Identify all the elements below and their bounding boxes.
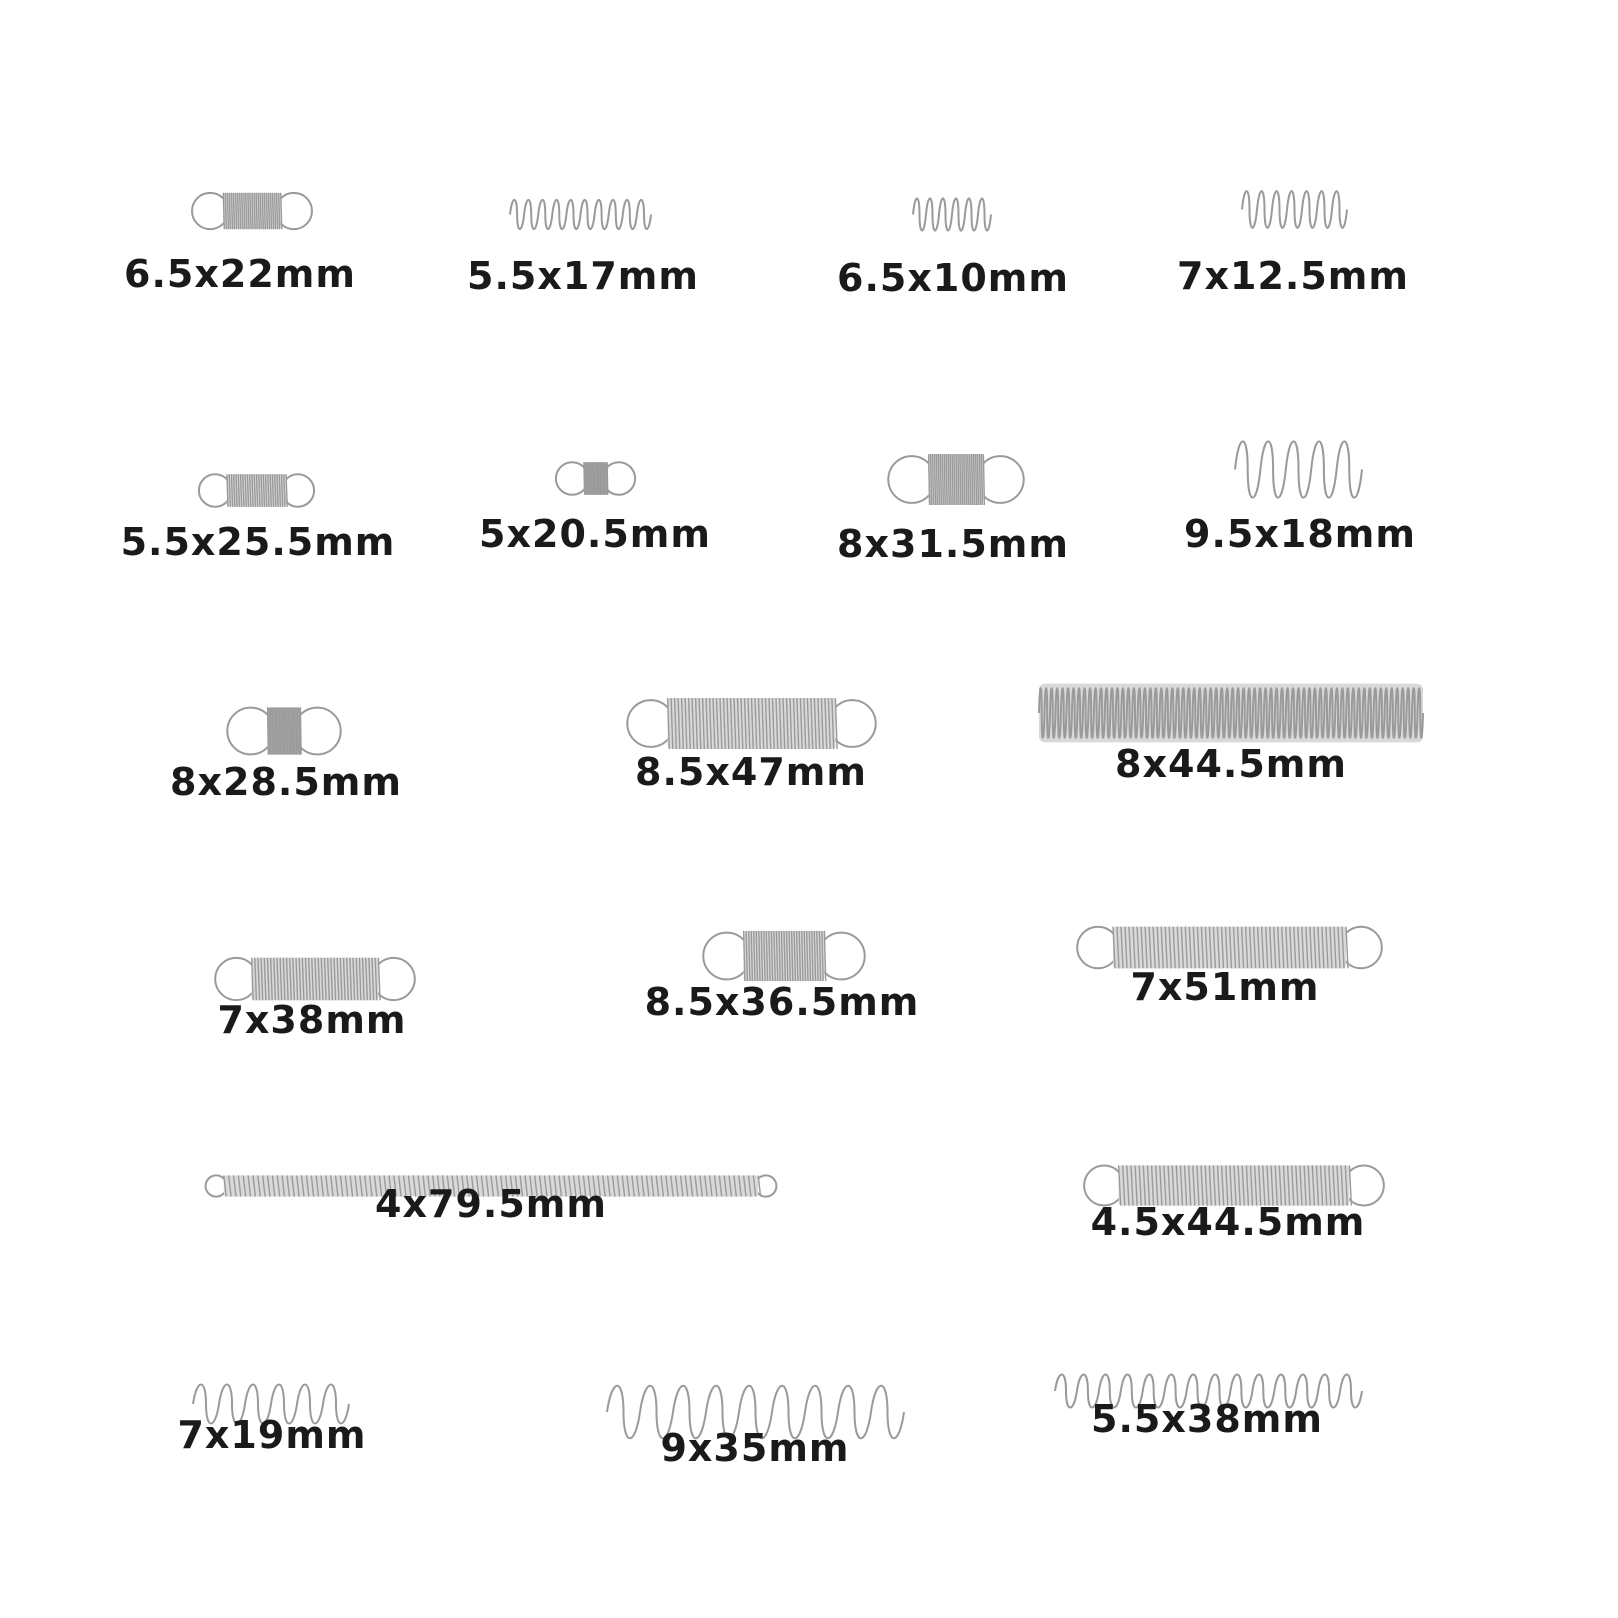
spring-size-label: 9x35mm [660, 1426, 850, 1470]
spring-image [508, 193, 653, 236]
spring-size-label: 6.5x10mm [837, 256, 1069, 300]
spring-size-label: 7x19mm [177, 1413, 367, 1457]
spring-size-label: 6.5x22mm [124, 252, 356, 296]
spring-image [555, 457, 636, 500]
spring-size-label: 8x28.5mm [170, 760, 402, 804]
spring-size-label: 5x20.5mm [479, 512, 711, 556]
spring-size-label: 4x79.5mm [375, 1182, 607, 1226]
spring-image [1037, 678, 1425, 748]
spring-size-label: 7x51mm [1130, 965, 1320, 1009]
spring-image [226, 700, 342, 762]
spring-size-label: 9.5x18mm [1184, 512, 1416, 556]
spring-image [887, 446, 1025, 513]
spring-size-label: 7x38mm [217, 998, 407, 1042]
spring-image [911, 191, 993, 238]
spring-size-label: 5.5x38mm [1091, 1397, 1323, 1441]
spring-size-label: 4.5x44.5mm [1090, 1200, 1366, 1244]
spring-size-label: 5.5x17mm [467, 254, 699, 298]
spring-size-label: 8x31.5mm [837, 522, 1069, 566]
spring-image [626, 690, 877, 757]
spring-size-label: 5.5x25.5mm [120, 520, 396, 564]
spring-image [191, 187, 313, 235]
spring-size-label: 8x44.5mm [1115, 742, 1347, 786]
spring-image [1240, 183, 1349, 236]
spring-image [1233, 430, 1364, 509]
spring-size-label: 7x12.5mm [1177, 254, 1409, 298]
spring-image [198, 469, 315, 512]
spring-size-label: 8.5x47mm [635, 750, 867, 794]
spring-size-label: 8.5x36.5mm [644, 980, 920, 1024]
